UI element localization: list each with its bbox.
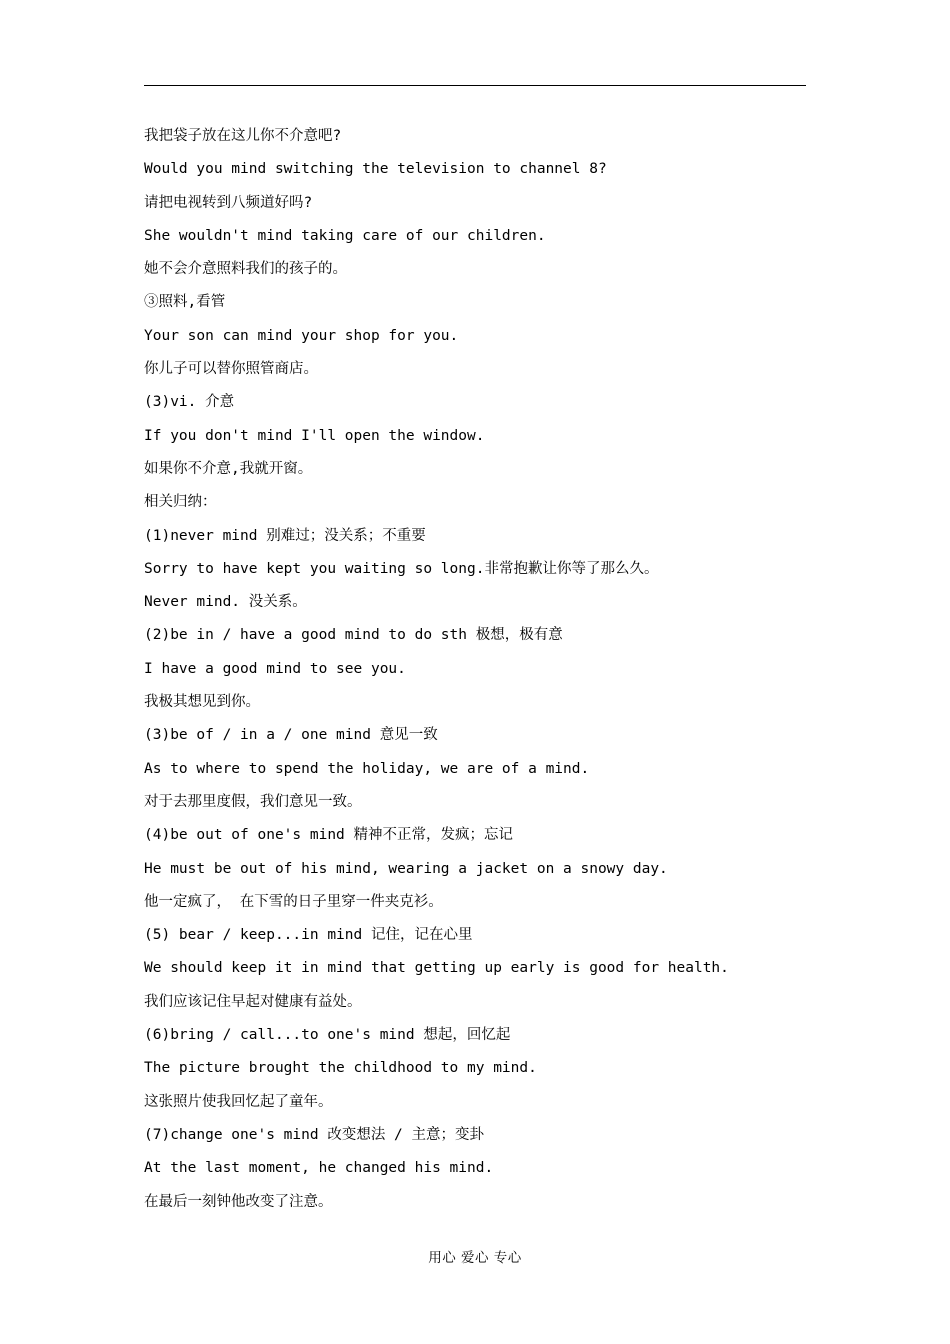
text-line: As to where to spend the holiday, we are of a mind. (144, 760, 590, 777)
text-line: 对于去那里度假，我们意见一致。 (144, 793, 362, 810)
text-line: (3)be of / in a / one mind 意见一致 (144, 727, 438, 744)
text-line: The picture brought the childhood to my mind. (144, 1060, 537, 1077)
text-line: 请把电视转到八频道好吗? (144, 194, 313, 211)
text-line: 你儿子可以替你照管商店。 (144, 361, 318, 378)
text-line: If you don't mind I'll open the window. (144, 427, 485, 444)
text-line: Your son can mind your shop for you. (144, 327, 459, 344)
text-line: (4)be out of one's mind 精神不正常，发疯；忘记 (144, 827, 514, 844)
document-body (144, 120, 806, 1219)
text-line: At the last moment, he changed his mind. (144, 1160, 494, 1177)
text-line: 他一定疯了， 在下雪的日子里穿一件夹克衫。 (144, 893, 443, 910)
text-line: 如果你不介意,我就开窗。 (144, 460, 313, 477)
text-line: Would you mind switching the television to channel 8? (144, 161, 607, 178)
text-line: (6)bring / call...to one's mind 想起，回忆起 (144, 1027, 511, 1044)
text-line: 在最后一刻钟他改变了注意。 (144, 1193, 333, 1210)
text-line: 我极其想见到你。 (144, 694, 260, 711)
text-line: 这张照片使我回忆起了童年。 (144, 1093, 333, 1110)
text-line: (3)vi. 介意 (144, 394, 235, 411)
text-line: Sorry to have kept you waiting so long.非常抱歉让你等了那么久。 (144, 560, 659, 577)
text-line: (2)be in / have a good mind to do sth 极想，极有意 (144, 627, 563, 644)
text-line: (5) bear / keep...in mind 记住，记在心里 (144, 927, 473, 944)
page-footer: 用心 爱心 专心 (428, 1250, 522, 1266)
text-line: (7)change one's mind 改变想法 / 主意；变卦 (144, 1126, 485, 1143)
text-line: 相关归纳： (144, 494, 217, 511)
text-line: ③照料,看管 (144, 294, 226, 311)
text-line: Never mind. 没关系。 (144, 594, 307, 611)
text-line: We should keep it in mind that getting up early is good for health. (144, 960, 729, 977)
header-rule (144, 85, 806, 86)
text-line: (1)never mind 别难过；没关系；不重要 (144, 527, 426, 544)
text-line: She wouldn't mind taking care of our children. (144, 227, 546, 244)
text-line: I have a good mind to see you. (144, 660, 406, 677)
text-line: He must be out of his mind, wearing a jacket on a snowy day. (144, 860, 668, 877)
text-line: 我们应该记住早起对健康有益处。 (144, 993, 362, 1010)
text-line: 她不会介意照料我们的孩子的。 (144, 261, 347, 278)
text-line: 我把袋子放在这儿你不介意吧? (144, 128, 342, 144)
